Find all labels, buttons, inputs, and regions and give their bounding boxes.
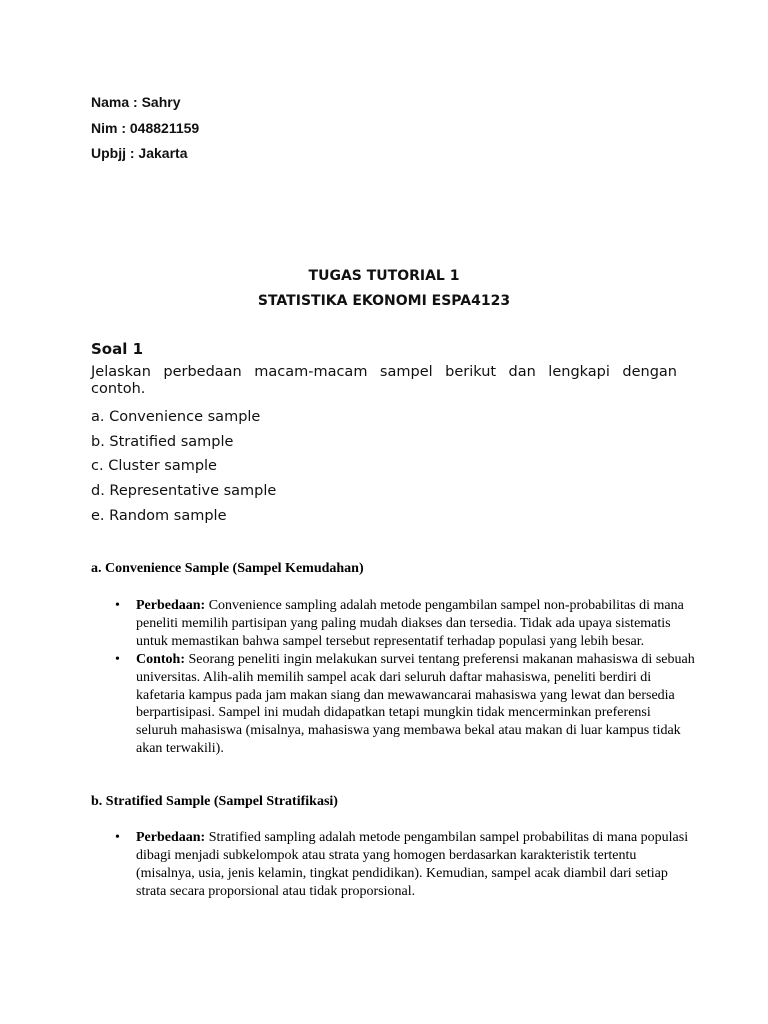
answer-b-heading: b. Stratified Sample (Sampel Stratifikasi) — [91, 794, 338, 809]
question-heading: Soal 1 — [91, 340, 144, 358]
perbedaan-text: Stratified sampling adalah metode pengambilan sampel probabilitas di mana populasi dibagi menjadi subkelompok atau strata yang homogen berdasarkan karakteristik tertentu (misalnya, usia, jenis kelamin, tingkat pendidikan). Kemudian, sampel acak diambil dari setiap strata secara proporsional atau tidak proporsional. — [136, 830, 689, 899]
option-b: b. Stratified sample — [91, 433, 234, 450]
title-line-2: STATISTIKA EKONOMI ESPA4123 — [257, 293, 511, 309]
answer-a-list — [115, 597, 695, 758]
student-upbjj: Upbjj : Jakarta — [91, 145, 188, 161]
list-item — [115, 829, 695, 901]
perbedaan-text: Convenience sampling adalah metode pengambilan sampel non-probabilitas di mana peneliti memilih partisipan yang paling mudah diakses dan tersedia. Tidak ada upaya sistematis untuk memastikan bahwa sampel tersebut representatif terhadap populasi yang lebih besar. — [136, 598, 684, 649]
option-d: d. Representative sample — [91, 483, 277, 500]
student-nim: Nim : 048821159 — [91, 119, 200, 136]
answer-a-heading: a. Convenience Sample (Sampel Kemudahan) — [91, 561, 364, 576]
contoh-text: Seorang peneliti ingin melakukan survei tentang preferensi makanan mahasiswa di sebuah universitas. Alih-alih memilih sampel acak dari seluruh daftar mahasiswa, peneliti berdiri di kafetaria kampus pada jam makan siang dan mewawancarai mahasiswa yang lewat dan bersedia berpartisipasi. Sampel ini mudah didapatkan tetapi mungkin tidak mencerminkan preferensi seluruh mahasiswa (misalnya, mahasiswa yang membawa bekal atau makan di luar kampus tidak akan terwakili). — [136, 651, 695, 757]
perbedaan-label: Perbedaan: — [136, 598, 206, 613]
answer-b-list — [115, 829, 695, 901]
option-c: c. Cluster sample — [91, 458, 217, 475]
perbedaan-label: Perbedaan: — [136, 830, 206, 845]
bullet-icon: • — [115, 830, 120, 845]
question-text: Jelaskan perbedaan macam-macam sampel berikut dan lengkapi dengan contoh. — [91, 364, 677, 397]
document-title — [0, 266, 768, 316]
student-name: Nama : Sahry — [91, 94, 181, 110]
list-item — [115, 597, 695, 651]
question-options — [91, 407, 276, 530]
bullet-icon: • — [115, 598, 120, 613]
list-item — [115, 651, 695, 758]
option-a: a. Convenience sample — [91, 409, 261, 425]
title-line-1: TUGAS TUTORIAL 1 — [308, 268, 460, 284]
option-e: e. Random sample — [91, 507, 227, 524]
contoh-label: Contoh: — [136, 651, 186, 667]
student-info — [91, 92, 199, 169]
bullet-icon: • — [115, 651, 120, 667]
